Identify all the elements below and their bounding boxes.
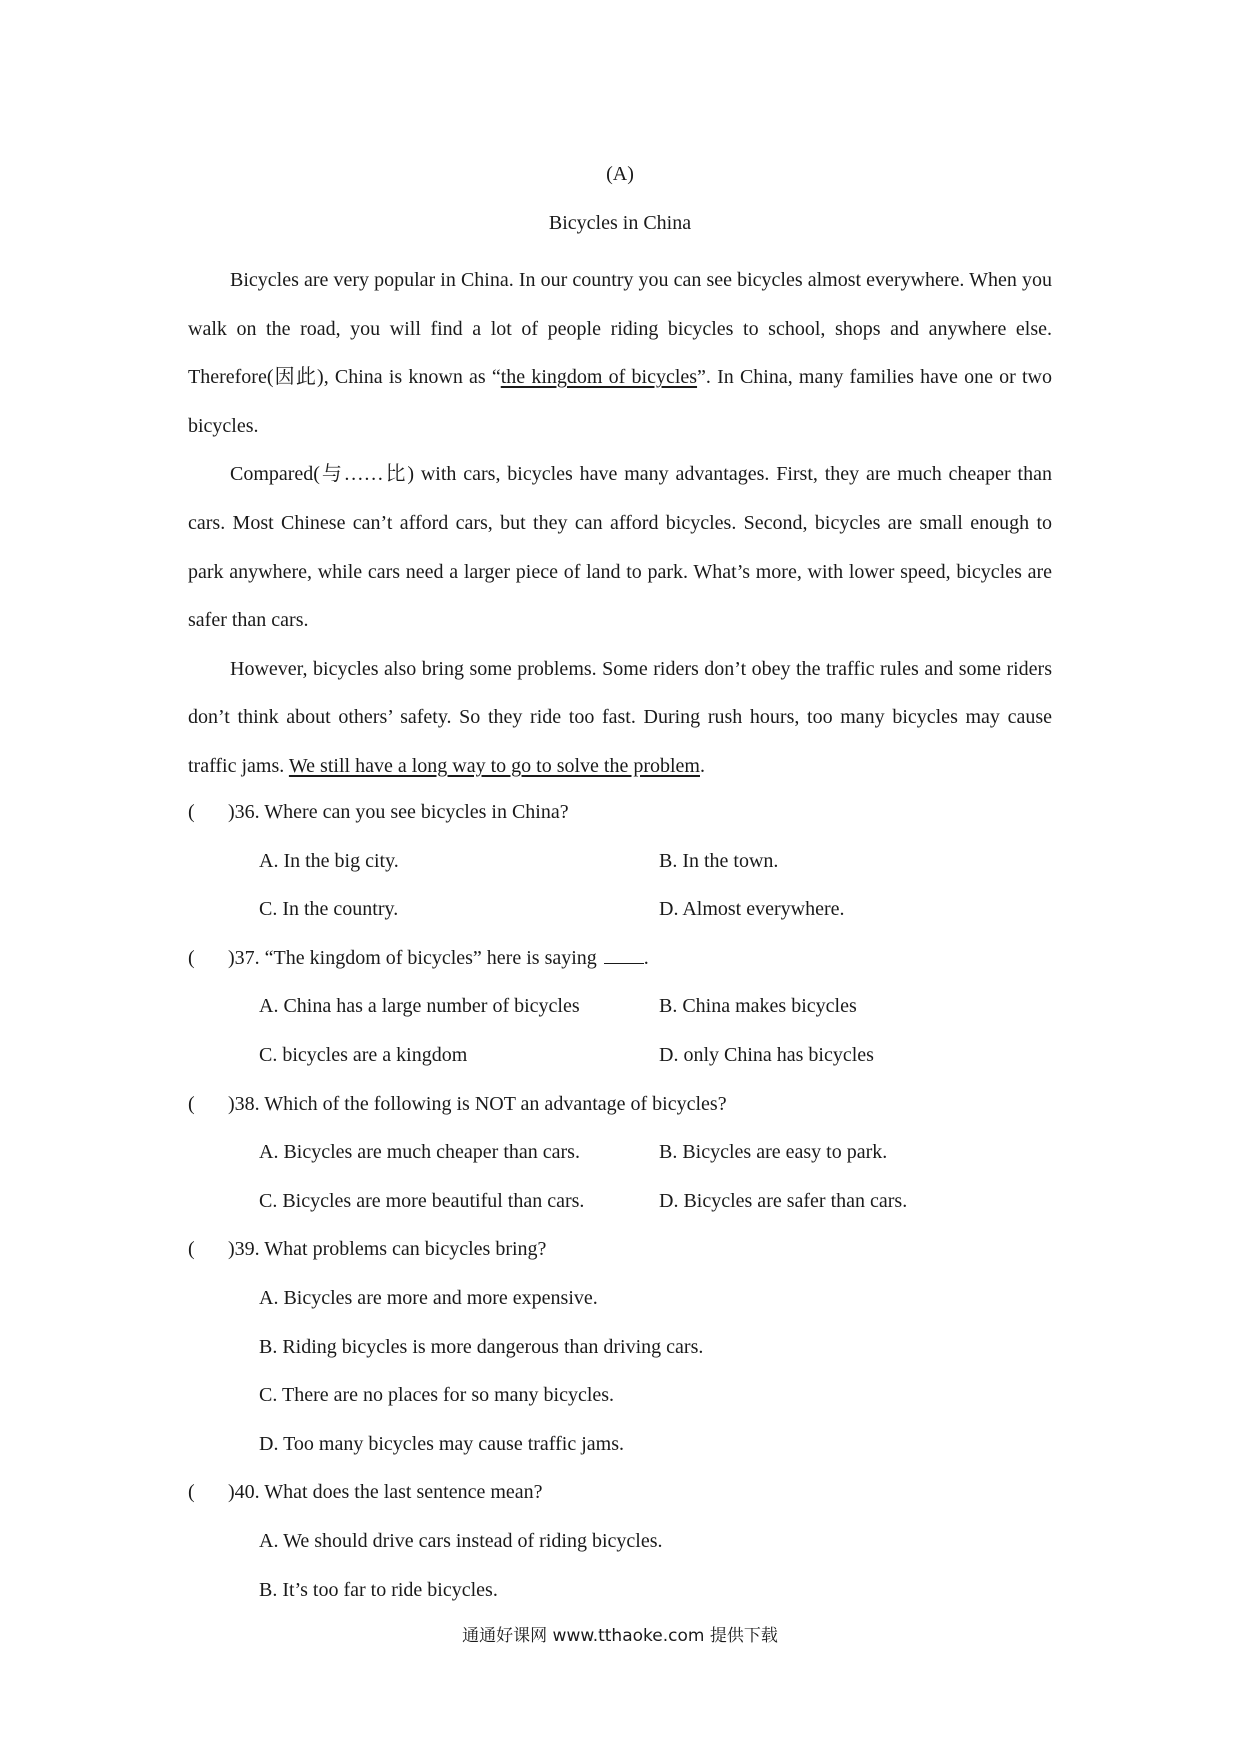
option-row [188,1128,1052,1177]
question-40 [188,1468,1052,1517]
paragraph-1-text-b: ”. In China, many families have one or two bicycles. [188,366,1052,437]
underlined-sentence-last: We still have a long way to go to solve the problem [288,754,700,777]
question-stem-end: . [643,946,649,969]
option-b: B. Bicycles are easy to park. [659,1141,888,1164]
option-row [188,885,1052,934]
question-39 [188,1225,1052,1274]
answer-blank[interactable] [604,947,644,964]
option-d: D. Bicycles are safer than cars. [659,1189,908,1212]
option-row [188,982,1052,1031]
option-b: B. In the town. [659,849,779,872]
question-stem: )39. What problems can bicycles bring? [228,1238,547,1261]
option-a: A. In the big city. [259,849,399,872]
option-b: B. Riding bicycles is more dangerous than driving cars. [259,1335,704,1358]
option-b: B. China makes bicycles [659,995,857,1018]
answer-bracket[interactable]: ( [188,1092,195,1115]
paragraph-1-text-a: Bicycles are very popular in China. In our country you can see bicycles almost everywhere. When you walk on the road, you will find a lot of people riding bicycles to school, shops and anywhere else. Therefore(因此), China is known as “ [188,269,1052,389]
option-c: C. In the country. [259,898,399,921]
option-c: C. There are no places for so many bicycles. [259,1384,615,1407]
paragraph-1 [188,256,1052,450]
underlined-phrase-kingdom: the kingdom of bicycles [500,366,698,389]
option-a: A. China has a large number of bicycles [259,995,580,1018]
passage-title: Bicycles in China [548,212,692,234]
option-row [188,1274,1052,1323]
question-36 [188,788,1052,837]
section-label: (A) [606,163,634,185]
paragraph-3 [188,645,1052,791]
option-d: D. Almost everywhere. [659,898,845,921]
option-row [188,1323,1052,1372]
option-row [188,1031,1052,1080]
option-c: C. Bicycles are more beautiful than cars. [259,1189,585,1212]
answer-bracket[interactable]: ( [188,946,195,969]
question-stem [228,934,649,983]
answer-bracket[interactable]: ( [188,1238,195,1261]
option-c: C. bicycles are a kingdom [259,1043,468,1066]
question-stem: )36. Where can you see bicycles in China? [228,801,569,823]
paragraph-3-text-b: . [700,754,705,777]
paragraph-2: Compared(与……比) with cars, bicycles have many advantages. First, they are much cheaper than cars. Most Chinese can’t afford cars, but they can afford bicycles. Second, bicycles are small enough to park anywhere, while cars need a larger piece of land to park. What’s more, with lower speed, bicycles are safer than cars. [188,463,1052,632]
question-38 [188,1080,1052,1129]
option-row [188,1517,1052,1566]
option-row [188,837,1052,886]
question-stem-text: )37. “The kingdom of bicycles” here is saying [228,946,602,969]
option-a: A. We should drive cars instead of riding bicycles. [259,1529,663,1552]
answer-bracket[interactable]: ( [188,801,195,823]
option-row [188,1177,1052,1226]
answer-bracket[interactable]: ( [188,1481,195,1504]
question-stem: )38. Which of the following is NOT an advantage of bicycles? [228,1092,727,1115]
option-row [188,1371,1052,1420]
option-b: B. It’s too far to ride bicycles. [259,1578,498,1601]
option-d: D. only China has bicycles [659,1043,874,1066]
question-37 [188,934,1052,983]
option-a: A. Bicycles are more and more expensive. [259,1286,598,1309]
paragraph-3-text-a: However, bicycles also bring some problems. Some riders don’t obey the traffic rules and some riders don’t think about others’ safety. So they ride too fast. During rush hours, too many bicycles may cause traffic jams. [188,657,1052,777]
option-d: D. Too many bicycles may cause traffic jams. [259,1432,624,1455]
option-row [188,1420,1052,1469]
option-a: A. Bicycles are much cheaper than cars. [259,1141,580,1164]
reading-passage [188,256,1052,791]
question-list [188,788,1052,1614]
question-stem: )40. What does the last sentence mean? [228,1481,543,1504]
option-row [188,1566,1052,1615]
page-footer: 通通好课网 www.tthaoke.com 提供下载 [462,1626,778,1646]
